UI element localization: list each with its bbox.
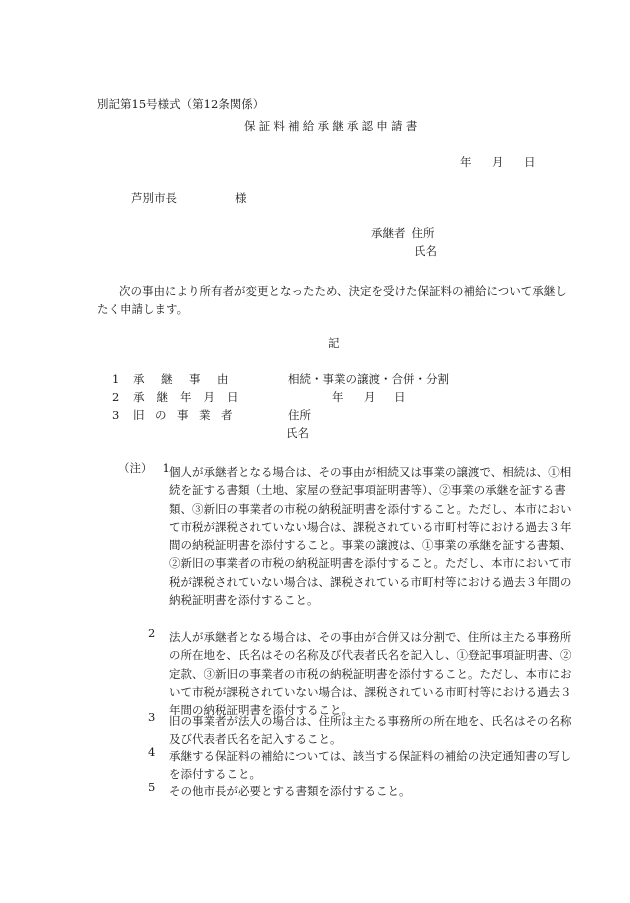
note-number: 2 xyxy=(148,626,156,640)
item-row xyxy=(112,392,406,404)
applicant-address-label: 住所 xyxy=(411,226,435,240)
document-title: 保証料補給承継承認申請書 xyxy=(244,119,421,133)
note-number: 3 xyxy=(148,710,156,724)
item-day-label: 日 xyxy=(394,390,406,404)
ki-heading: 記 xyxy=(328,336,340,350)
applicant-role: 承継者 xyxy=(371,226,406,240)
note-number: 4 xyxy=(148,745,156,759)
applicant-address xyxy=(371,228,435,240)
date-month-label: 月 xyxy=(492,155,504,169)
note-text: 法人が承継者となる場合は、その事由が合併又は分割で、住所は主たる事務所の所在地を、氏名はその名称及び代表者氏名を記入し、①登記事項証明書、②定款、③新旧の事業者の市税の納税証明書を添付すること。ただし、本市において市税が課税されていない場合は、課税されている市町村等における過去３年間の納税証明書を添付すること。 xyxy=(169,630,572,718)
item-month-label: 月 xyxy=(364,390,376,404)
note-text: 個人が承継者となる場合は、その事由が相続又は事業の譲渡で、相続は、①相続を証する書類（土地、家屋の登記事項証明書等）、②事業の承継を証する書類、③新旧の事業者の市税の納税証明書を添付すること。ただし、本市において市税が課税されていない場合は、課税されている市町村等における過去３年間の納税証明書を添付すること。事業の譲渡は、①事業の承継を証する書類、②新旧の事業者の市税の納税証明書を添付すること。ただし、本市において市税が課税されていない場合は、課税されている市町村等における過去３年間の納税証明書を添付すること。 xyxy=(169,465,572,608)
application-date xyxy=(460,157,536,169)
form-number: 別記第15号様式（第12条関係） xyxy=(97,97,265,111)
item-number: 3 xyxy=(112,408,120,422)
note-text: 承継する保証料の補給については、該当する保証料の補給の決定通知書の写しを添付すること。 xyxy=(169,749,572,782)
applicant-name-label: 氏名 xyxy=(414,244,437,258)
item-value: 相続・事業の譲渡・合併・分割 xyxy=(288,372,449,386)
note-text: 旧の事業者が法人の場合は、住所は主たる事務所の所在地を、氏名はその名称及び代表者氏名を記入すること。 xyxy=(169,714,572,747)
item-number: 2 xyxy=(112,390,120,404)
item-row xyxy=(112,374,449,386)
item-label: 承継事由 xyxy=(133,372,245,386)
item-number: 1 xyxy=(112,372,120,386)
addressee xyxy=(131,193,247,205)
item-label: 旧の事業者 xyxy=(133,408,243,422)
date-day-label: 日 xyxy=(524,155,536,169)
date-year-label: 年 xyxy=(460,155,472,169)
notes-heading: （注） xyxy=(118,461,153,475)
notes-label xyxy=(118,463,170,475)
item-value xyxy=(288,390,406,404)
note-number: 5 xyxy=(148,780,156,794)
item-label: 承継年月日 xyxy=(133,390,251,404)
addressee-honorific: 様 xyxy=(235,191,247,205)
request-statement: 次の事由により所有者が変更となったため、決定を受けた保証料の補給について承継したく申請します。 xyxy=(97,284,567,316)
note-number: 1 xyxy=(162,461,170,475)
item-year-label: 年 xyxy=(332,390,344,404)
item-row xyxy=(112,410,311,422)
item-name-label: 氏名 xyxy=(286,426,309,440)
addressee-name: 芦別市長 xyxy=(131,191,177,205)
note-text: その他市長が必要とする書類を添付すること。 xyxy=(169,784,411,798)
item-address-label: 住所 xyxy=(288,408,311,422)
